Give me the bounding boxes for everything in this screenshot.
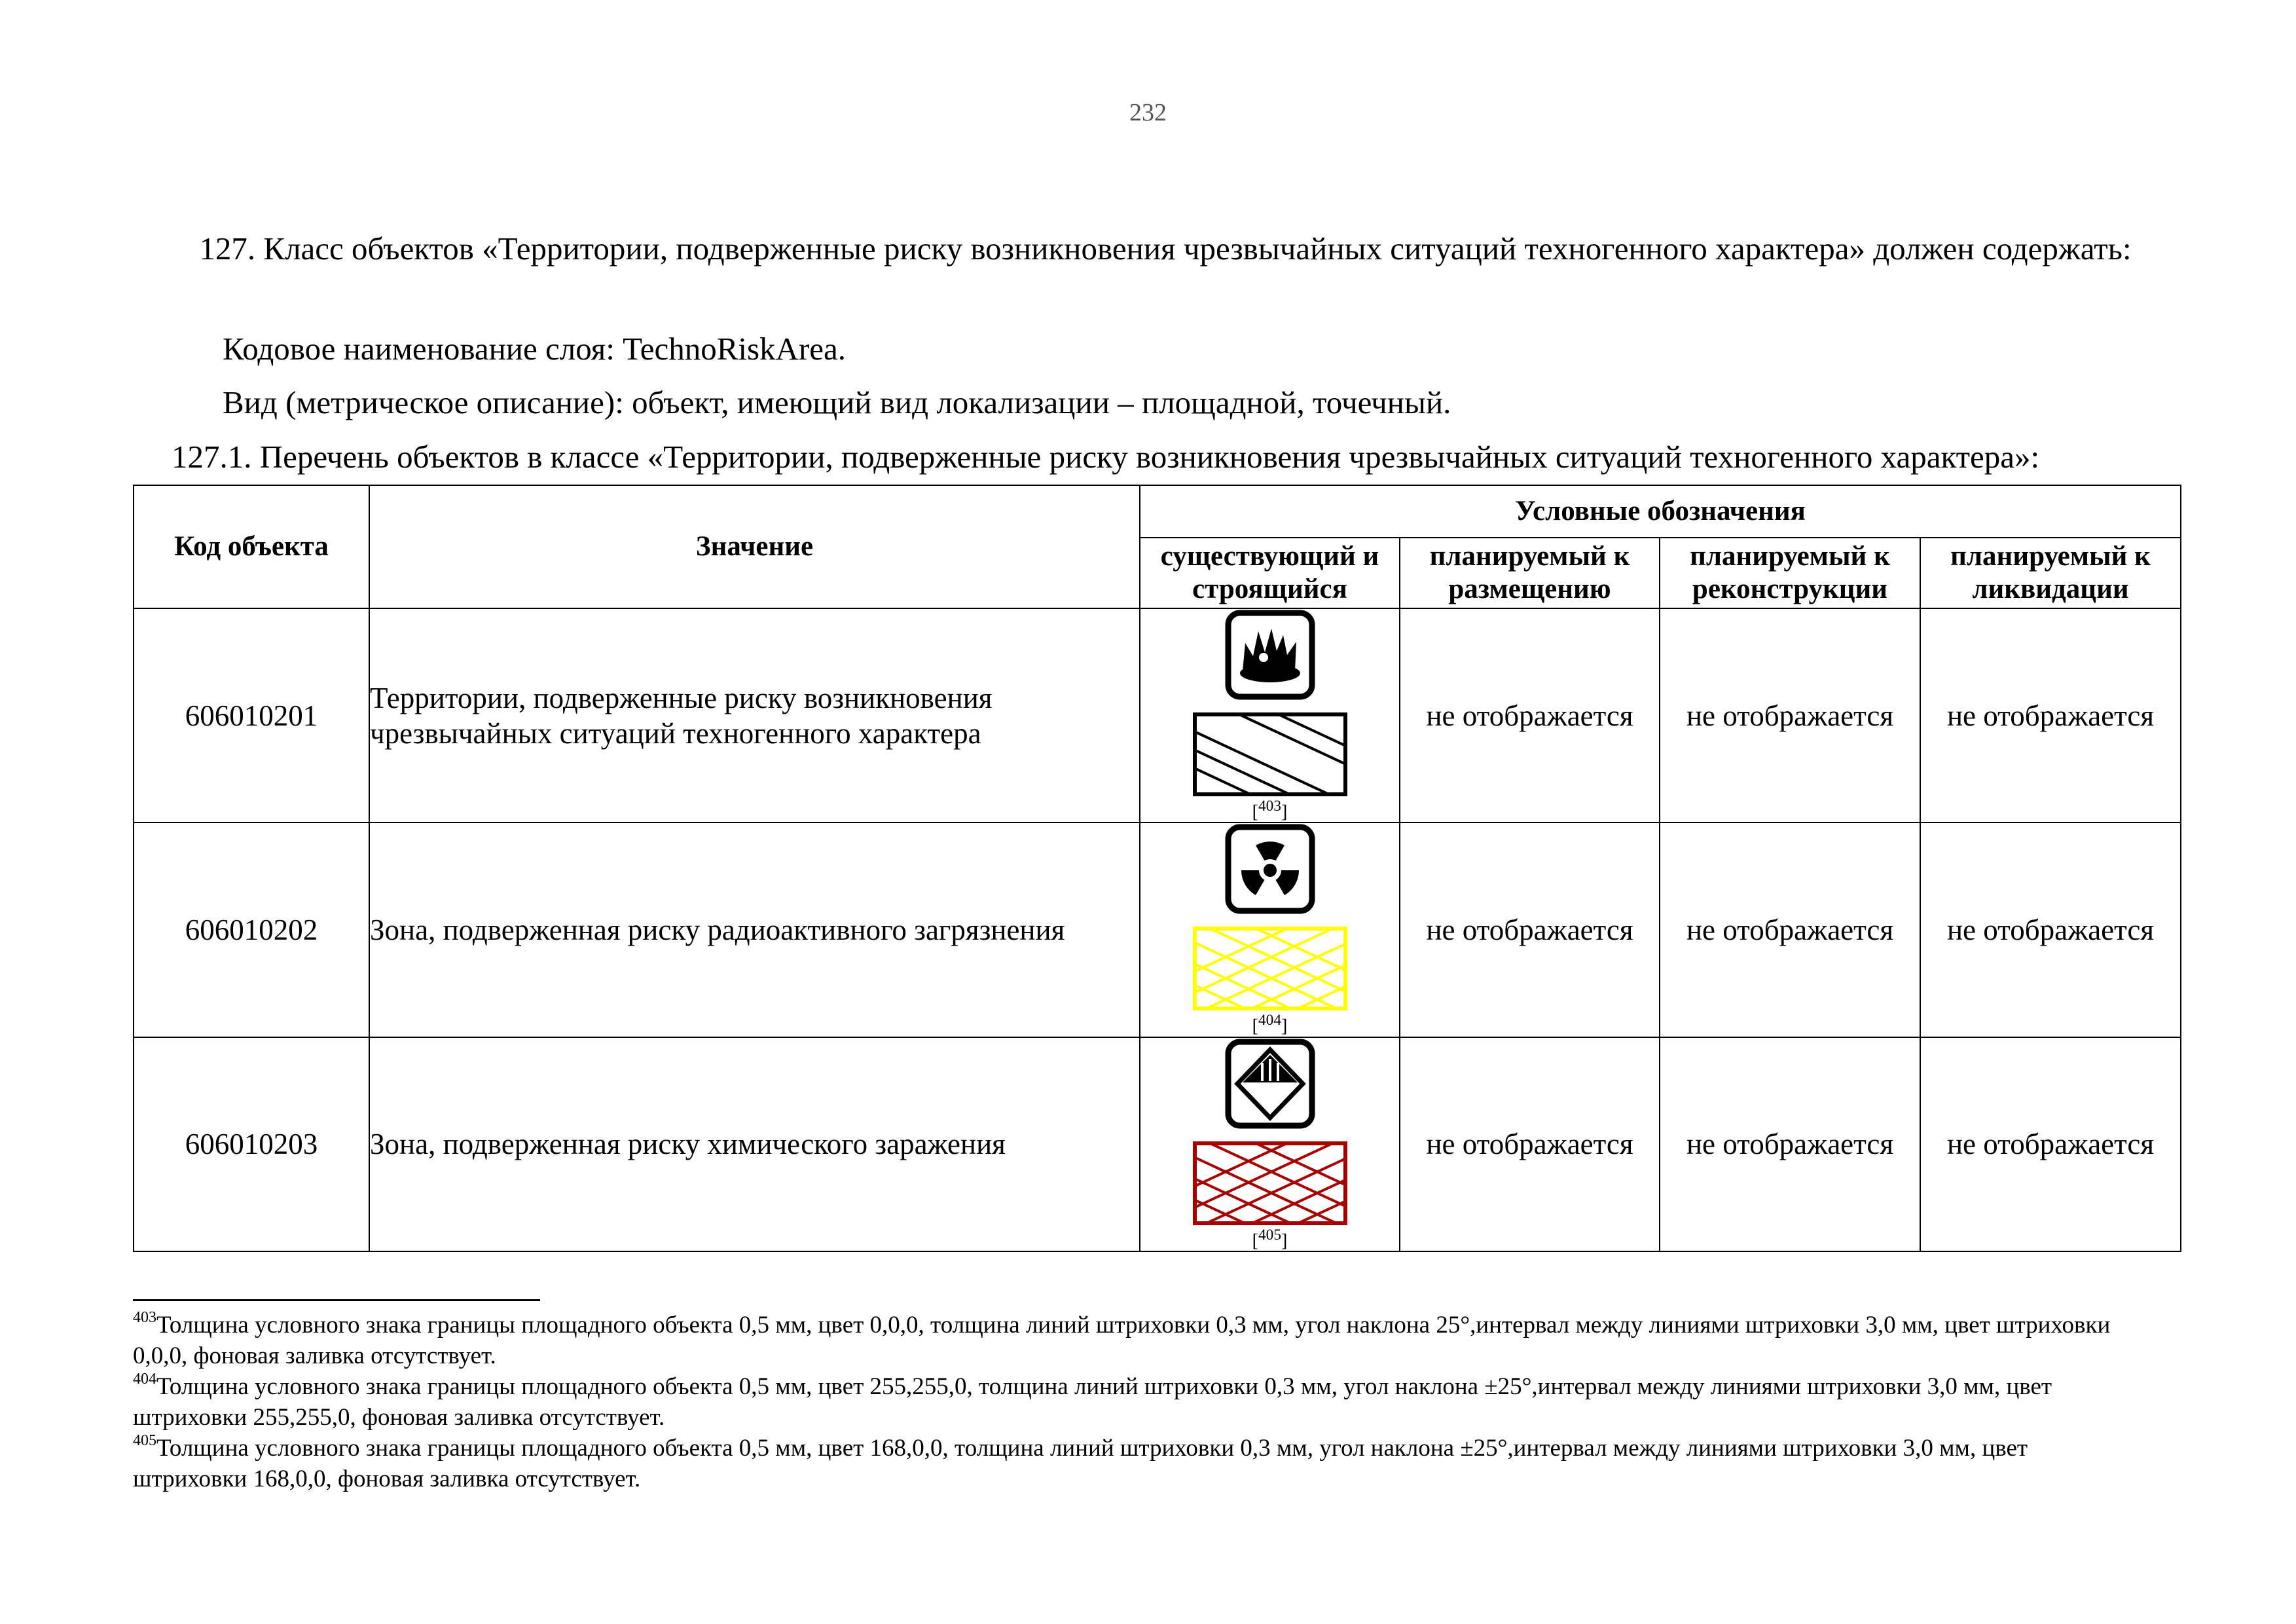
footnote-divider (133, 1299, 540, 1301)
footnote: $^{404}$Толщина условного знака границы площадного объекта 0,5 мм, цвет 255,255,0, толщина линий штриховки 0,3 мм, угол наклона ±25°,интервал между линиями штриховки 3,0 мм, цвет штриховки 255,255,0, фоновая заливка отсутствует. (133, 1371, 2052, 1431)
symbol-existing (1140, 822, 1400, 1037)
object-meaning: Зона, подверженная риску радиоактивного загрязнения (369, 822, 1140, 1037)
section-heading: 127. Класс объектов «Территории, подверженные риску возникновения чрезвычайных ситуаций техногенного характера» должен содержать: (199, 231, 2132, 267)
header-code: Код объекта (134, 485, 369, 608)
object-meaning: Зона, подверженная риску химического заражения (369, 1037, 1140, 1251)
header-symbols-group: Условные обозначения (1140, 485, 2181, 538)
object-code: 606010202 (134, 822, 369, 1037)
planned-reconstruction-value: не отображается (1660, 608, 1920, 822)
footnote-ref: [$^{404}$] (1252, 1012, 1288, 1037)
hatch-pattern-cross-red (1193, 1141, 1347, 1225)
chemical-hazard-icon (1224, 1038, 1316, 1130)
footnote: $^{405}$Толщина условного знака границы площадного объекта 0,5 мм, цвет 168,0,0, толщина линий штриховки 0,3 мм, угол наклона ±25°,интервал между линиями штриховки 3,0 мм, цвет штриховки 168,0,0, фоновая заливка отсутствует. (133, 1432, 2028, 1492)
planned-liquidation-value: не отображается (1920, 608, 2181, 822)
object-code: 606010201 (134, 608, 369, 822)
object-meaning: Территории, подверженные риску возникновения чрезвычайных ситуаций техногенного характера (369, 608, 1140, 822)
footnote: $^{403}$Толщина условного знака границы площадного объекта 0,5 мм, цвет 0,0,0, толщина линий штриховки 0,3 мм, угол наклона 25°,интервал между линиями штриховки 3,0 мм, цвет штриховки 0,0,0, фоновая заливка отсутствует. (133, 1309, 2111, 1369)
header-planned-placement: планируемый к размещению (1400, 538, 1660, 608)
table-row (134, 608, 2181, 822)
planned-placement-value: не отображается (1400, 1037, 1660, 1251)
object-code: 606010203 (134, 1037, 369, 1251)
planned-placement-value: не отображается (1400, 822, 1660, 1037)
planned-reconstruction-value: не отображается (1660, 822, 1920, 1037)
planned-placement-value: не отображается (1400, 608, 1660, 822)
layer-code-line: Кодовое наименование слоя: TechnoRiskArea. (223, 331, 847, 367)
header-existing: существующий и строящийся (1140, 538, 1400, 608)
table-row (134, 1037, 2181, 1251)
geometry-type-line: Вид (метрическое описание): объект, имеющий вид локализации – площадной, точечный. (223, 384, 1451, 420)
page-number: 232 (1129, 99, 1167, 126)
objects-table (133, 485, 2181, 1252)
explosion-icon (1224, 609, 1316, 701)
header-meaning: Значение (369, 485, 1140, 608)
object-list-title: 127.1. Перечень объектов в классе «Территории, подверженные риску возникновения чрезвычайных ситуаций техногенного характера»: (172, 439, 2040, 475)
radiation-icon (1224, 823, 1316, 915)
footnote-ref: [$^{405}$] (1252, 1226, 1288, 1251)
footnotes (133, 1310, 2143, 1494)
planned-liquidation-value: не отображается (1920, 822, 2181, 1037)
hatch-pattern-diagonal (1193, 712, 1347, 796)
symbol-existing (1140, 1037, 1400, 1251)
footnote-ref: [$^{403}$] (1252, 798, 1288, 822)
header-planned-reconstruction: планируемый к реконструкции (1660, 538, 1920, 608)
hatch-pattern-cross-yellow (1193, 927, 1347, 1010)
planned-liquidation-value: не отображается (1920, 1037, 2181, 1251)
planned-reconstruction-value: не отображается (1660, 1037, 1920, 1251)
table-row (134, 822, 2181, 1037)
header-planned-liquidation: планируемый к ликвидации (1920, 538, 2181, 608)
symbol-existing (1140, 608, 1400, 822)
